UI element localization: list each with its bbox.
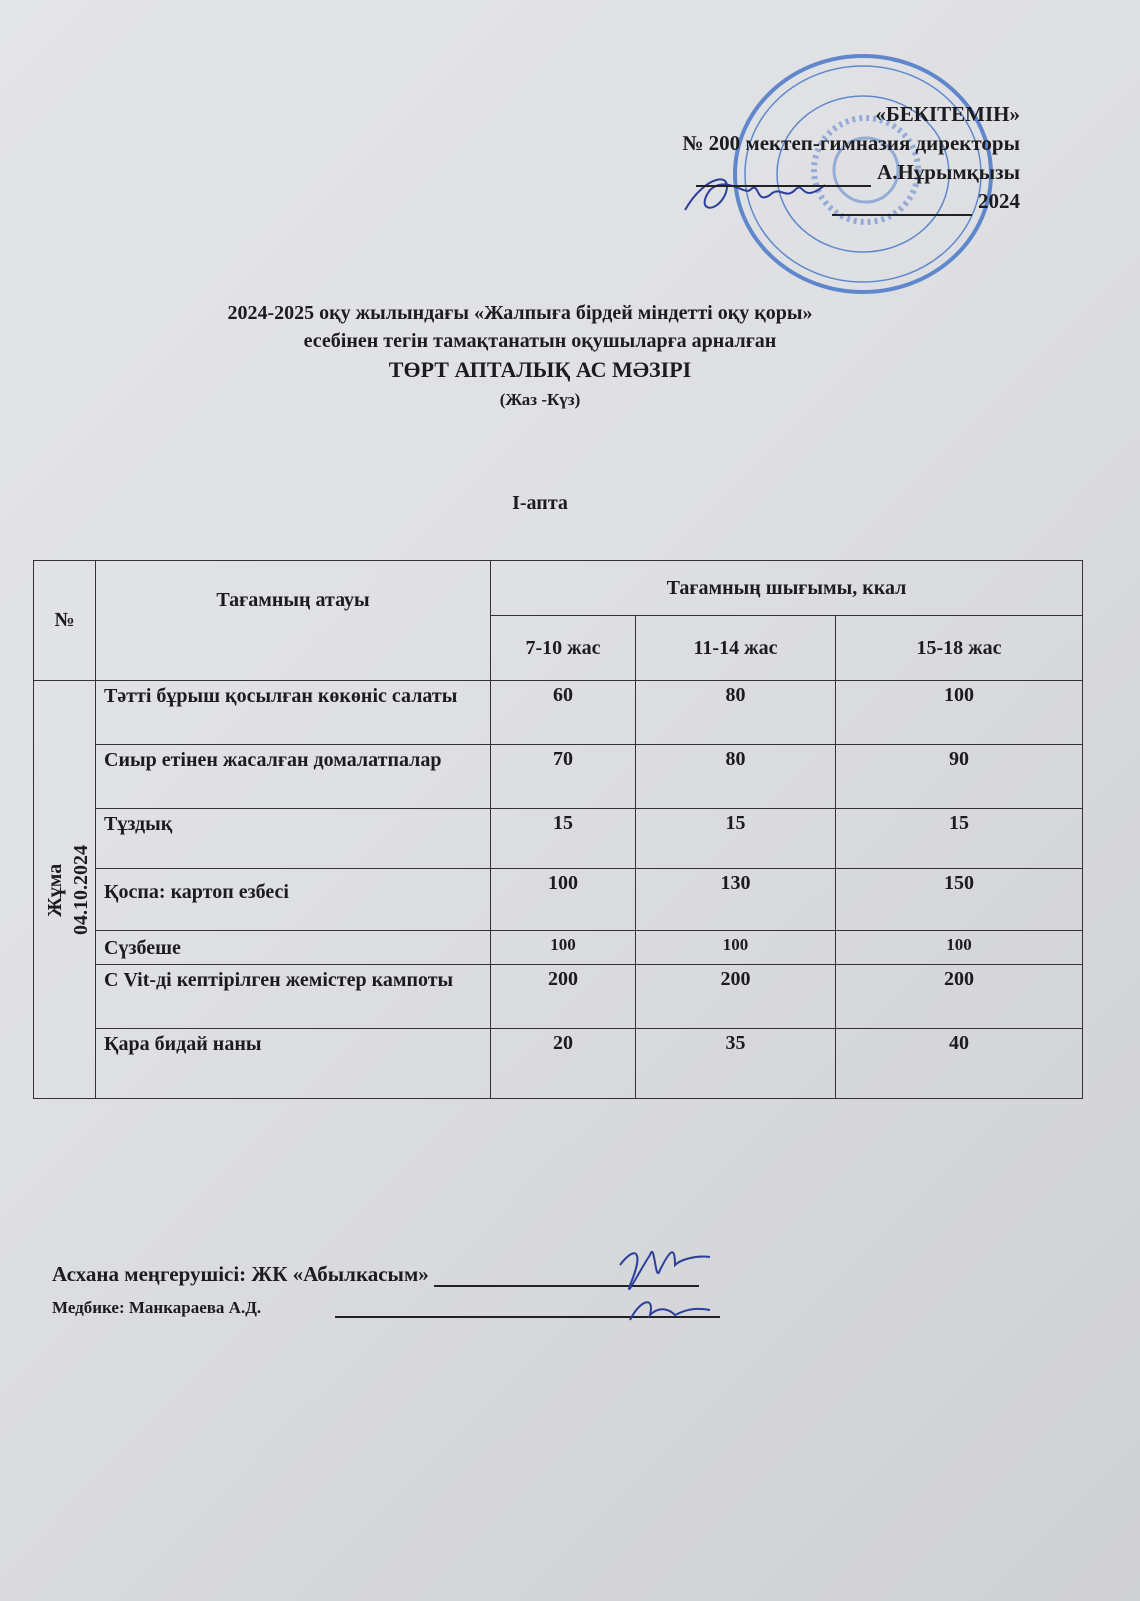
nurse-label: Медбике: Манкараева А.Д. — [52, 1298, 262, 1317]
header-number: № — [34, 561, 96, 681]
kcal-11-14: 100 — [636, 931, 836, 965]
table-row — [34, 931, 1083, 965]
dish-name: Тәтті бұрыш қосылған көкөніс салаты — [96, 681, 491, 745]
kcal-7-10: 200 — [491, 965, 636, 1029]
header-age-11-14: 11-14 жас — [636, 616, 836, 681]
week-label: I-апта — [512, 492, 568, 514]
kcal-11-14: 35 — [636, 1029, 836, 1099]
approval-block — [682, 100, 1020, 216]
kcal-7-10: 70 — [491, 745, 636, 809]
kcal-7-10: 100 — [491, 931, 636, 965]
header-age-15-18: 15-18 жас — [836, 616, 1083, 681]
dish-name: Қара бидай наны — [96, 1029, 491, 1099]
dish-name: Тұздық — [96, 809, 491, 869]
table-row — [34, 681, 1083, 745]
kcal-15-18: 150 — [836, 869, 1083, 931]
menu-title: ТӨРТ АПТАЛЫҚ АС МӘЗІРІ — [388, 357, 692, 382]
canteen-manager-signature — [600, 1225, 720, 1335]
kcal-15-18: 15 — [836, 809, 1083, 869]
day-cell — [34, 681, 96, 1099]
header-yield: Тағамның шығымы, ккал — [491, 561, 1083, 616]
kcal-15-18: 200 — [836, 965, 1083, 1029]
kcal-11-14: 200 — [636, 965, 836, 1029]
dish-name: Сиыр етінен жасалған домалатпалар — [96, 745, 491, 809]
dish-name: Қоспа: картоп езбесі — [96, 869, 491, 931]
kcal-11-14: 80 — [636, 681, 836, 745]
title-line-1: 2024-2025 оқу жылындағы «Жалпыға бірдей міндетті оқу қоры» — [227, 302, 813, 324]
approver-name: А.Нұрымқызы — [877, 160, 1020, 184]
kcal-15-18: 100 — [836, 681, 1083, 745]
approval-heading: «БЕКІТЕМІН» — [875, 102, 1020, 126]
kcal-7-10: 100 — [491, 869, 636, 931]
menu-table — [33, 560, 1083, 1099]
table-row — [34, 745, 1083, 809]
title-line-2: есебінен тегін тамақтанатын оқушыларға арналған — [303, 330, 777, 352]
table-row — [34, 1029, 1083, 1099]
dish-name: С Vit-ді кептірілген жемістер кампоты — [96, 965, 491, 1029]
table-row — [34, 869, 1083, 931]
kcal-7-10: 60 — [491, 681, 636, 745]
kcal-15-18: 40 — [836, 1029, 1083, 1099]
day-name: Жұма — [44, 862, 66, 917]
table-row — [34, 809, 1083, 869]
canteen-manager-label: Асхана меңгерушісі: ЖК «Абылкасым» — [52, 1262, 429, 1286]
kcal-11-14: 130 — [636, 869, 836, 931]
header-dish: Тағамның атауы — [96, 561, 491, 681]
signature-line — [696, 165, 871, 187]
kcal-7-10: 15 — [491, 809, 636, 869]
approval-year: 2024 — [978, 189, 1020, 213]
kcal-11-14: 15 — [636, 809, 836, 869]
header-age-7-10: 7-10 жас — [491, 616, 636, 681]
kcal-11-14: 80 — [636, 745, 836, 809]
date-line — [832, 194, 972, 216]
season-label: (Жаз -Күз) — [499, 390, 581, 409]
approver-position: № 200 мектеп-гимназия директоры — [682, 131, 1020, 155]
table-row — [34, 965, 1083, 1029]
kcal-7-10: 20 — [491, 1029, 636, 1099]
day-date: 04.10.2024 — [70, 844, 92, 935]
kcal-15-18: 100 — [836, 931, 1083, 965]
kcal-15-18: 90 — [836, 745, 1083, 809]
dish-name: Сүзбеше — [96, 931, 491, 965]
